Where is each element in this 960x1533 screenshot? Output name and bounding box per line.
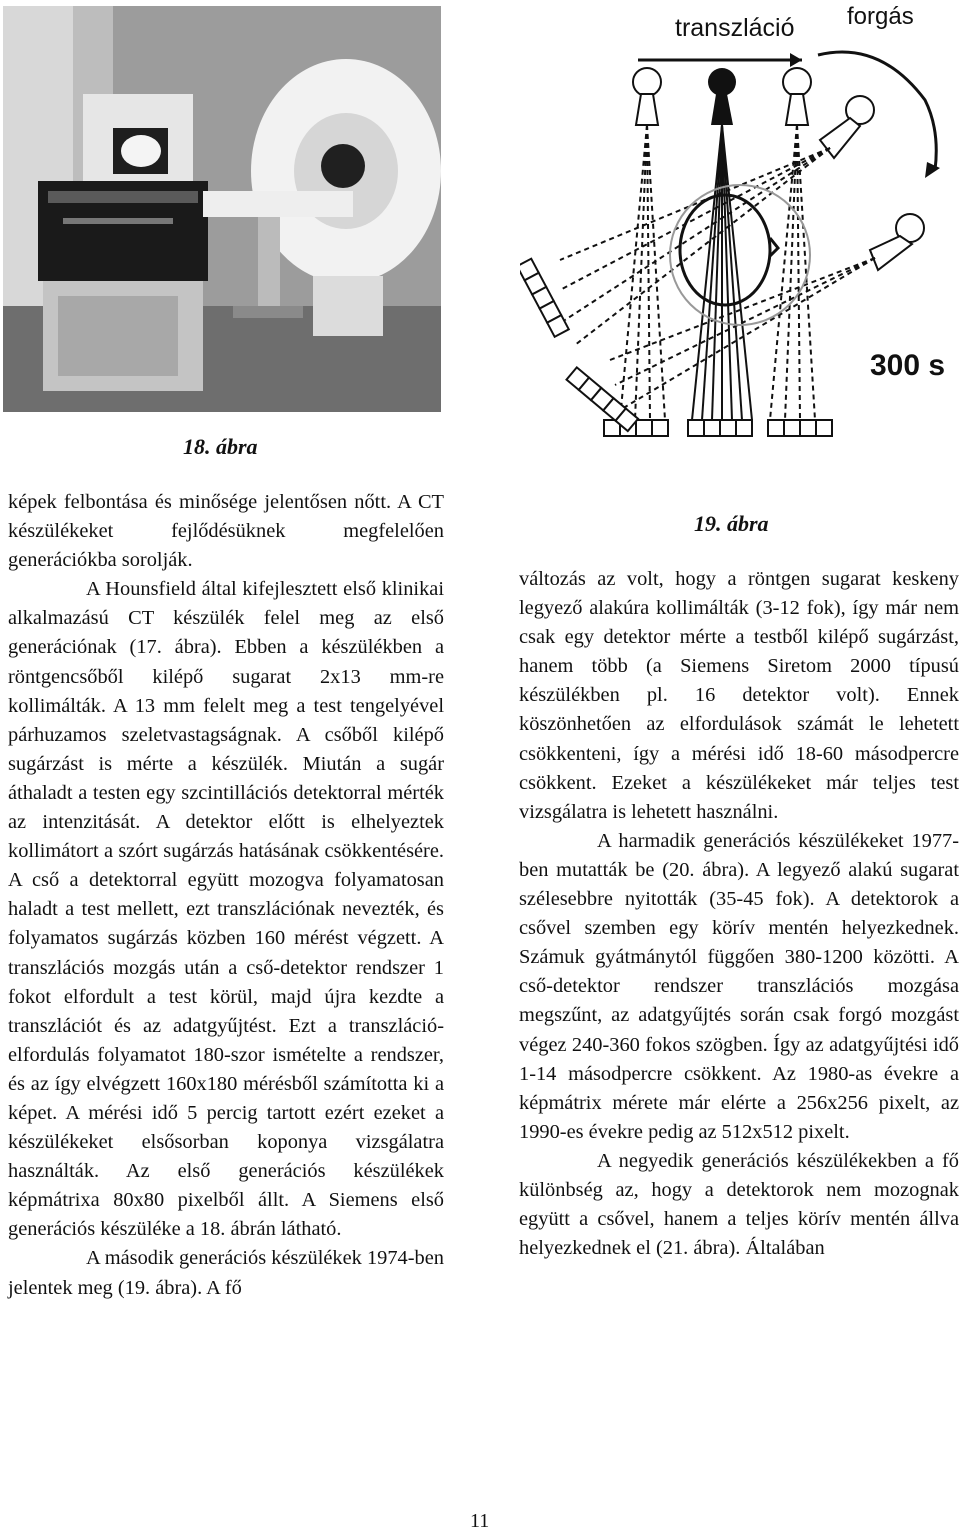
right-text-column bbox=[519, 565, 959, 1263]
scan-time-label: 300 s bbox=[870, 349, 946, 382]
page-number: 11 bbox=[470, 1510, 490, 1532]
figure-18-caption: 18. ábra bbox=[183, 434, 258, 459]
second-generation-ct-diagram bbox=[520, 0, 960, 460]
paragraph: A negyedik generációs készülékekben a fő különbség az, hogy a detektorok nem mozognak együtt a csővel, hanem a teljes körív mentén állva helyezkednek el (21. ábra). Általában bbox=[519, 1149, 959, 1260]
translation-label: transzláció bbox=[675, 14, 795, 42]
paragraph: képek felbontása és minősége jelentősen nőtt. A CT készülékeket fejlődésüknek megfelelően generációkba sorolják. bbox=[8, 491, 444, 572]
left-text-column bbox=[8, 488, 444, 1303]
paragraph: változás az volt, hogy a röntgen sugarat keskeny legyező alakúra kollimálták (3-12 fok), így már nem csak egy detektor mérte a testből kilépő sugárzást, hanem több (a Siemens Siretom 2000 típusú készülékben pl. 16 detektor volt). Ennek köszönhetően az elfordulások számát le lehetett csökkenteni, így a mérési idő 18-60 másodpercre csökkent. Ezeket a készülékeket már teljes test vizsgálatra is lehetett használni. bbox=[519, 568, 959, 823]
paragraph: A második generációs készülékek 1974-ben jelentek meg (19. ábra). A fő bbox=[8, 1247, 444, 1299]
figure-19-caption: 19. ábra bbox=[694, 511, 769, 536]
paragraph: A Hounsfield által kifejlesztett első klinikai alkalmazású CT készülék felel meg az első generációnak (17. ábra). Ebben a készülékben a röntgencsőből kilépő sugarat 2x13 mm-re kollimálták. A 13 mm felelt meg a test tengelyével párhuzamos szeletvastagságnak. A csőből kilépő sugárzást is mérte a készülék. Miután a sugár áthaladt a testen egy szcintillációs detektorral mérték az intenzitását. A detektor előtt is elhelyeztek kollimátort a szórt sugárzás hatásának csökkentésére. A cső a detektorral együtt mozogva folyamatosan haladt a test mellett, ezt transzlációnak nevezték, és folyamatos sugárzás közben 160 mérést végzett. A transzlációs mozgás után a cső-detektor rendszer 1 fokot elfordult a test körül, majd újra kezdte a transzlációt és az adatgyűjtést. Ezt a transzláció-elfordulás folyamatot 180-szor ismételte a rendszer, és az így elvégzett 160x180 mérésből számította ki a képet. A mérési idő 5 percig tartott ezért ezeket a készülékeket elsősorban koponya vizsgálatra használták. Az első generációs készülékek képmátrixa 80x80 pixelből állt. A Siemens első generációs készüléke a 18. ábrán látható. bbox=[8, 578, 444, 1241]
rotation-label: forgás bbox=[847, 3, 914, 30]
ct-scanner-photo bbox=[3, 6, 441, 412]
paragraph: A harmadik generációs készülékeket 1977-ben mutatták be (20. ábra). A legyező alakú sugarat szélesebbre nyitották (35-45 fok). A detektorok a csővel szemben egy körív mentén helyezkednek. Számuk gyátmánytól függően 380-1200 közötti. A cső-detektor rendszer transzlációs mozgása megszűnt, az adatgyűjtés során csak forgó mozgást végez 240-360 fokos szögben. Így az adatgyűjtési idő 1-14 másodpercre csökkent. Az 1980-as évekre a képmátrix mérete már elérte a 256x256 pixelt, az 1990-es évekre pedig az 512x512 pixelt. bbox=[519, 829, 959, 1143]
